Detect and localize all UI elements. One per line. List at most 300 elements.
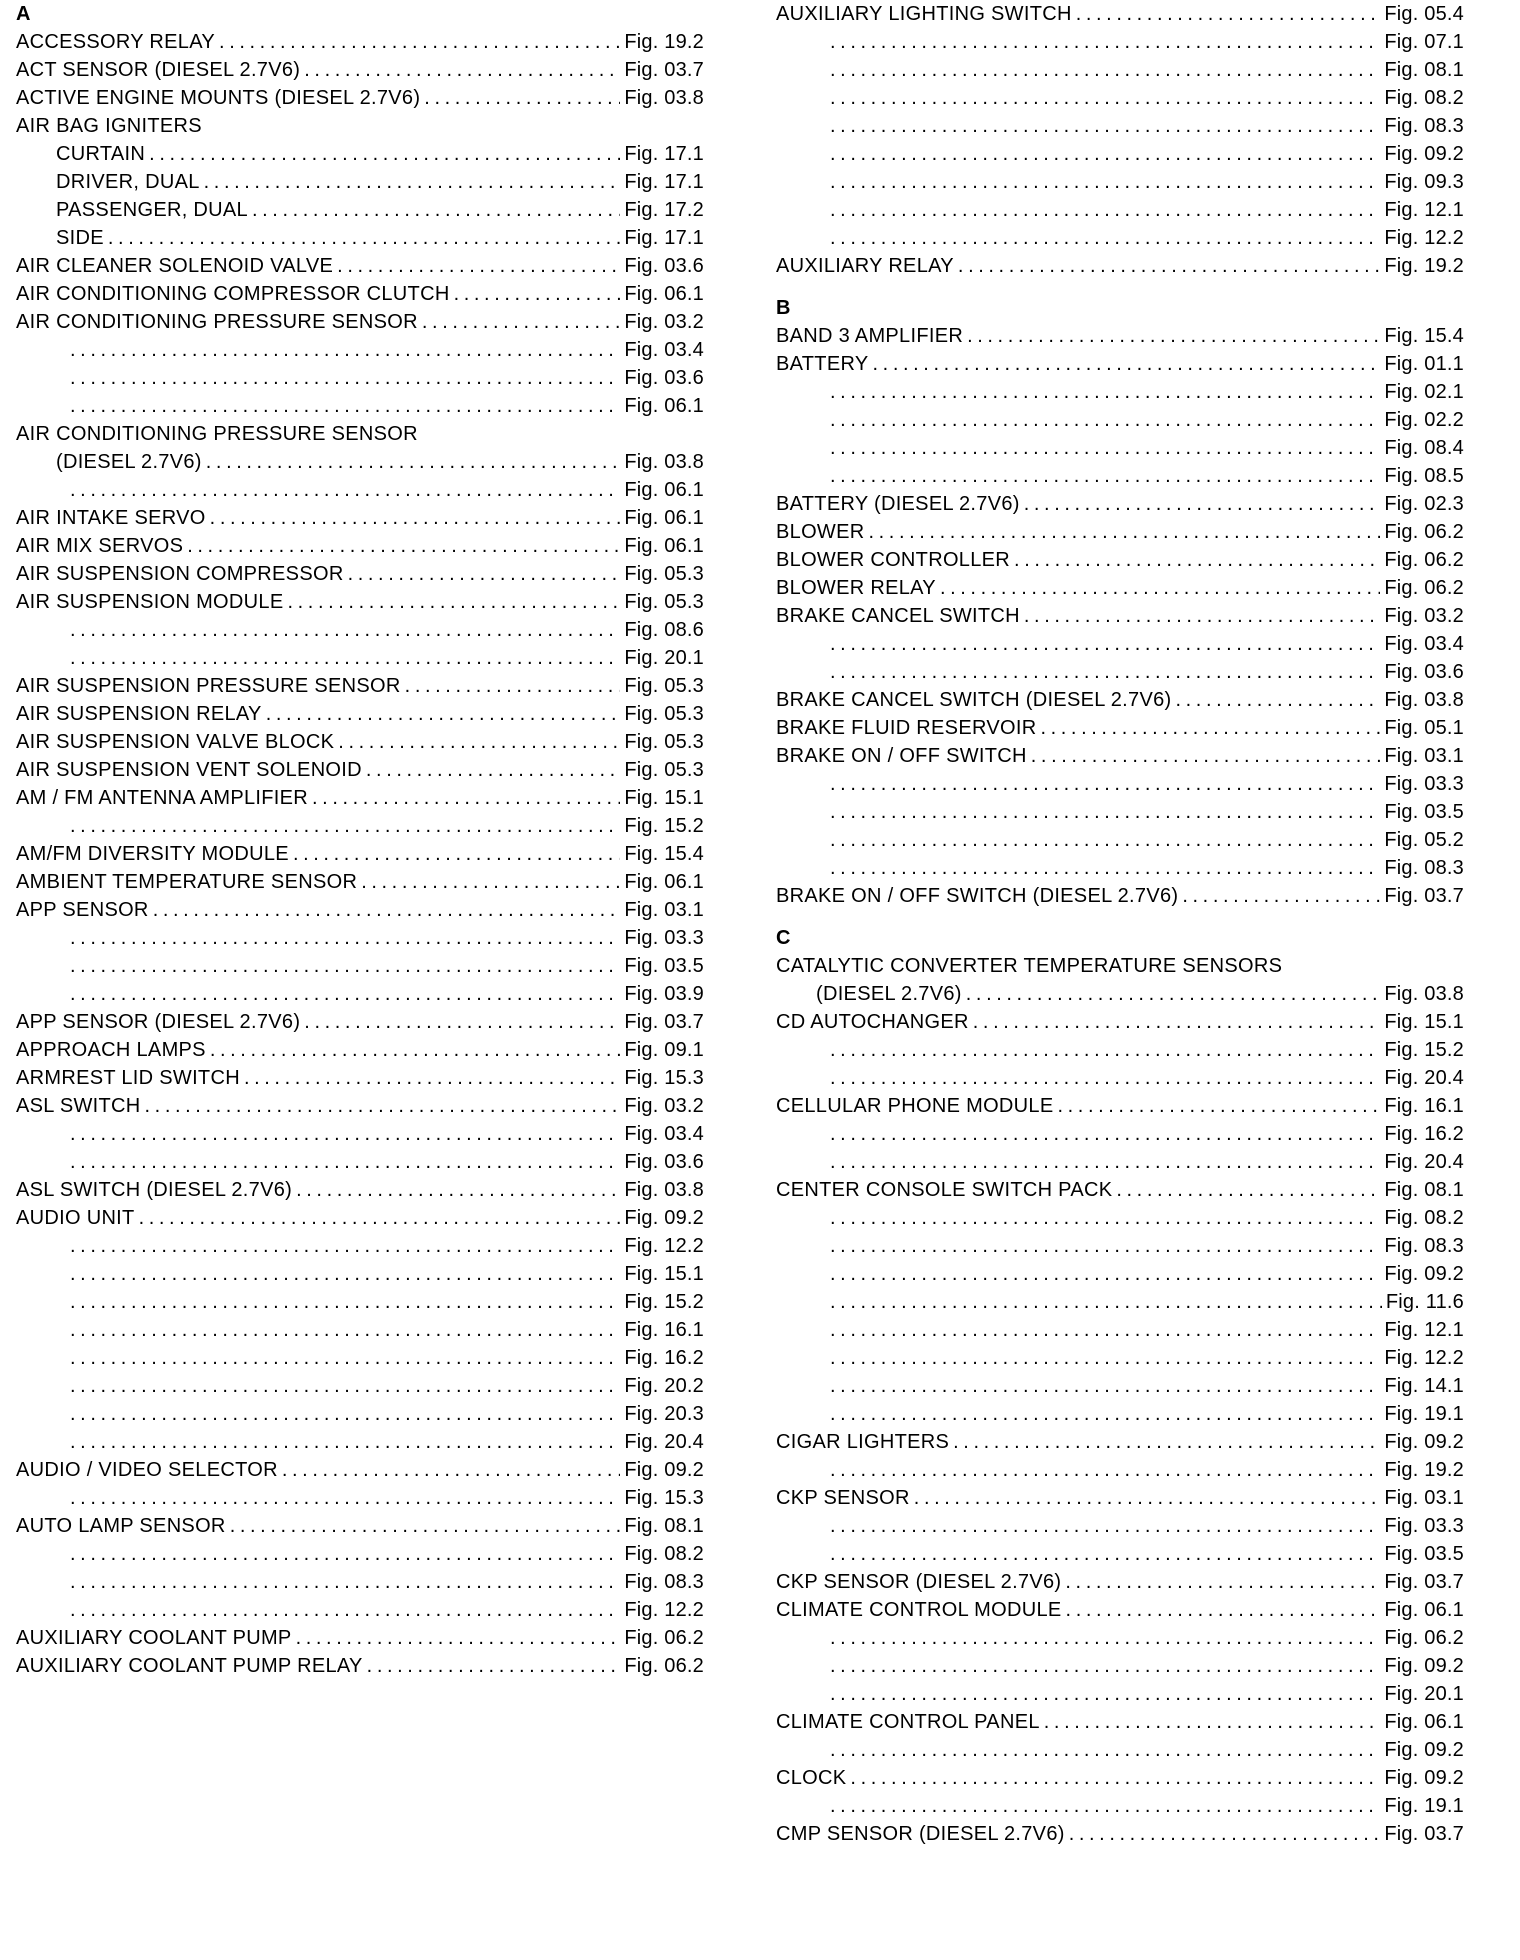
figure-reference: Fig. 06.1	[624, 507, 704, 529]
dot-leader	[1024, 602, 1380, 630]
dot-leader	[244, 1064, 620, 1092]
dot-leader	[210, 1036, 621, 1064]
entry-name: BLOWER	[776, 521, 865, 543]
entry-name: ASL SWITCH	[16, 1095, 141, 1117]
index-continuation-row	[776, 378, 1464, 406]
figure-reference: Fig. 15.2	[1384, 1039, 1464, 1061]
dot-leader	[70, 924, 620, 952]
figure-reference: Fig. 05.3	[624, 759, 704, 781]
index-label-catalytic-converter-temperature-sensors	[776, 952, 1464, 980]
dot-leader	[337, 252, 620, 280]
entry-name: AM / FM ANTENNA AMPLIFIER	[16, 787, 308, 809]
index-continuation-row	[776, 1540, 1464, 1568]
entry-name: AIR CLEANER SOLENOID VALVE	[16, 255, 334, 277]
index-continuation-row	[776, 1148, 1464, 1176]
dot-leader	[973, 1008, 1381, 1036]
entry-name: AUXILIARY COOLANT PUMP RELAY	[16, 1655, 363, 1677]
index-entry-brake-cancel-switch-diesel-2-7v6	[776, 686, 1464, 714]
dot-leader	[293, 840, 620, 868]
dot-leader	[70, 364, 620, 392]
entry-name: AMBIENT TEMPERATURE SENSOR	[16, 871, 358, 893]
figure-reference: Fig. 08.1	[624, 1515, 704, 1537]
figure-reference: Fig. 06.2	[1384, 1627, 1464, 1649]
dot-leader	[1024, 490, 1381, 518]
figure-reference: Fig. 03.8	[1384, 689, 1464, 711]
figure-reference: Fig. 19.1	[1384, 1403, 1464, 1425]
entry-name: (DIESEL 2.7V6)	[56, 451, 202, 473]
index-continuation-row	[776, 1624, 1464, 1652]
entry-name: AUTO LAMP SENSOR	[16, 1515, 226, 1537]
index-continuation-row	[776, 56, 1464, 84]
dot-leader	[70, 644, 620, 672]
index-continuation-row	[776, 140, 1464, 168]
index-entry-cmp-sensor-diesel-2-7v6	[776, 1820, 1464, 1848]
section-letter-header: B	[776, 297, 791, 319]
dot-leader	[204, 168, 621, 196]
figure-reference: Fig. 05.3	[624, 675, 704, 697]
dot-leader	[70, 980, 620, 1008]
dot-leader	[830, 378, 1380, 406]
dot-leader	[1116, 1176, 1380, 1204]
entry-name: ASL SWITCH (DIESEL 2.7V6)	[16, 1179, 293, 1201]
dot-leader	[830, 1456, 1380, 1484]
dot-leader	[830, 1736, 1380, 1764]
dot-leader	[287, 588, 620, 616]
figure-reference: Fig. 03.5	[624, 955, 704, 977]
dot-leader	[967, 322, 1380, 350]
index-continuation-row	[16, 1568, 704, 1596]
index-entry-auxiliary-relay	[776, 252, 1464, 280]
figure-reference: Fig. 15.4	[624, 843, 704, 865]
index-continuation-row	[16, 1428, 704, 1456]
entry-name: CLIMATE CONTROL MODULE	[776, 1599, 1062, 1621]
dot-leader	[296, 1624, 621, 1652]
entry-name: BLOWER RELAY	[776, 577, 936, 599]
index-continuation-row	[16, 364, 704, 392]
dot-leader	[830, 854, 1380, 882]
dot-leader	[868, 518, 1380, 546]
index-entry-auxiliary-coolant-pump-relay	[16, 1652, 704, 1680]
dot-leader	[206, 448, 621, 476]
figure-reference: Fig. 12.1	[1384, 1319, 1464, 1341]
dot-leader	[1014, 546, 1380, 574]
entry-name: AIR SUSPENSION RELAY	[16, 703, 262, 725]
dot-leader	[1057, 1092, 1380, 1120]
index-continuation-row	[776, 1456, 1464, 1484]
dot-leader	[830, 1260, 1380, 1288]
figure-reference: Fig. 09.2	[1384, 1655, 1464, 1677]
figure-reference: Fig. 20.2	[624, 1375, 704, 1397]
index-continuation-row	[16, 1316, 704, 1344]
entry-name: BAND 3 AMPLIFIER	[776, 325, 964, 347]
index-continuation-row	[776, 1652, 1464, 1680]
entry-name: AIR SUSPENSION PRESSURE SENSOR	[16, 675, 401, 697]
entry-name: BRAKE ON / OFF SWITCH (DIESEL 2.7V6)	[776, 885, 1179, 907]
index-entry-cd-autochanger	[776, 1008, 1464, 1036]
entry-name: APPROACH LAMPS	[16, 1039, 206, 1061]
figure-reference: Fig. 08.2	[1384, 1207, 1464, 1229]
dot-leader	[830, 1624, 1380, 1652]
entry-name: AIR CONDITIONING COMPRESSOR CLUTCH	[16, 283, 450, 305]
entry-name: AIR BAG IGNITERS	[16, 115, 202, 137]
section-letter-header: C	[776, 927, 791, 949]
figure-reference: Fig. 02.1	[1384, 381, 1464, 403]
entry-name: AIR MIX SERVOS	[16, 535, 184, 557]
dot-leader	[70, 1148, 620, 1176]
index-continuation-row	[776, 1792, 1464, 1820]
figure-reference: Fig. 15.1	[1384, 1011, 1464, 1033]
dot-leader	[70, 616, 620, 644]
figure-reference: Fig. 05.1	[1384, 717, 1464, 739]
index-label-air-conditioning-pressure-sensor	[16, 420, 704, 448]
figure-reference: Fig. 06.2	[1384, 577, 1464, 599]
dot-leader	[70, 1400, 620, 1428]
dot-leader	[830, 168, 1380, 196]
figure-reference: Fig. 06.2	[624, 1627, 704, 1649]
dot-leader	[210, 504, 621, 532]
entry-name: DRIVER, DUAL	[56, 171, 200, 193]
dot-leader	[405, 672, 621, 700]
entry-name: APP SENSOR	[16, 899, 149, 921]
figure-reference: Fig. 03.3	[624, 927, 704, 949]
entry-name: AUDIO UNIT	[16, 1207, 135, 1229]
index-continuation-row	[776, 798, 1464, 826]
dot-leader	[1066, 1596, 1381, 1624]
figure-reference: Fig. 16.2	[624, 1347, 704, 1369]
dot-leader	[70, 392, 620, 420]
figure-reference: Fig. 14.1	[1384, 1375, 1464, 1397]
figure-reference: Fig. 03.8	[624, 87, 704, 109]
dot-leader	[70, 1120, 620, 1148]
index-continuation-row	[16, 1148, 704, 1176]
index-entry-ckp-sensor-diesel-2-7v6	[776, 1568, 1464, 1596]
index-continuation-row	[16, 1120, 704, 1148]
index-continuation-row	[16, 980, 704, 1008]
index-entry-air-suspension-vent-solenoid	[16, 756, 704, 784]
figure-reference: Fig. 20.3	[624, 1403, 704, 1425]
dot-leader	[70, 1428, 620, 1456]
entry-name: AUXILIARY COOLANT PUMP	[16, 1627, 292, 1649]
index-continuation-row	[776, 1204, 1464, 1232]
index-entry-air-intake-servo	[16, 504, 704, 532]
figure-reference: Fig. 15.1	[624, 787, 704, 809]
index-continuation-row	[16, 644, 704, 672]
figure-reference: Fig. 15.3	[624, 1067, 704, 1089]
dot-leader	[873, 350, 1381, 378]
entry-name: AIR SUSPENSION VALVE BLOCK	[16, 731, 335, 753]
figure-reference: Fig. 03.3	[1384, 1515, 1464, 1537]
index-entry-active-engine-mounts-diesel-2-7v6	[16, 84, 704, 112]
dot-leader	[914, 1484, 1381, 1512]
index-continuation-row	[776, 658, 1464, 686]
figure-reference: Fig. 19.1	[1384, 1795, 1464, 1817]
index-entry-air-suspension-compressor	[16, 560, 704, 588]
entry-name: BATTERY	[776, 353, 869, 375]
index-subentry-diesel-2-7v6	[776, 980, 1464, 1008]
dot-leader	[830, 826, 1380, 854]
entry-name: BRAKE CANCEL SWITCH	[776, 605, 1020, 627]
index-subentry-curtain	[16, 140, 704, 168]
figure-reference: Fig. 09.1	[624, 1039, 704, 1061]
figure-reference: Fig. 17.2	[624, 199, 704, 221]
index-entry-approach-lamps	[16, 1036, 704, 1064]
dot-leader	[424, 84, 620, 112]
entry-name: ACCESSORY RELAY	[16, 31, 216, 53]
dot-leader	[422, 308, 621, 336]
figure-reference: Fig. 03.1	[624, 899, 704, 921]
entry-name: BATTERY (DIESEL 2.7V6)	[776, 493, 1020, 515]
index-continuation-row	[16, 1484, 704, 1512]
figure-reference: Fig. 12.2	[624, 1599, 704, 1621]
index-continuation-row	[776, 1260, 1464, 1288]
entry-name: CATALYTIC CONVERTER TEMPERATURE SENSORS	[776, 955, 1283, 977]
index-continuation-row	[776, 1372, 1464, 1400]
figure-reference: Fig. 08.5	[1384, 465, 1464, 487]
dot-leader	[153, 896, 621, 924]
dot-leader	[1069, 1820, 1381, 1848]
entry-name: BLOWER CONTROLLER	[776, 549, 1011, 571]
index-entry-cellular-phone-module	[776, 1092, 1464, 1120]
figure-reference: Fig. 08.2	[1384, 87, 1464, 109]
index-continuation-row	[776, 770, 1464, 798]
figure-reference: Fig. 12.1	[1384, 199, 1464, 221]
index-entry-brake-on-off-switch	[776, 742, 1464, 770]
figure-reference: Fig. 08.3	[1384, 115, 1464, 137]
figure-reference: Fig. 20.1	[624, 647, 704, 669]
dot-leader	[70, 1540, 620, 1568]
figure-reference: Fig. 09.2	[1384, 143, 1464, 165]
dot-leader	[70, 476, 620, 504]
index-continuation-row	[776, 1680, 1464, 1708]
index-continuation-row	[16, 1344, 704, 1372]
figure-reference: Fig. 08.1	[1384, 59, 1464, 81]
dot-leader	[830, 1316, 1380, 1344]
index-entry-air-suspension-relay	[16, 700, 704, 728]
dot-leader	[1182, 882, 1380, 910]
figure-reference: Fig. 05.2	[1384, 829, 1464, 851]
index-entry-blower	[776, 518, 1464, 546]
index-subentry-passenger-dual	[16, 196, 704, 224]
index-continuation-row	[16, 392, 704, 420]
dot-leader	[304, 1008, 620, 1036]
figure-reference: Fig. 20.1	[1384, 1683, 1464, 1705]
figure-reference: Fig. 06.1	[624, 283, 704, 305]
figure-reference: Fig. 03.7	[1384, 885, 1464, 907]
dot-leader	[108, 224, 620, 252]
figure-reference: Fig. 09.2	[1384, 1263, 1464, 1285]
figure-reference: Fig. 08.3	[1384, 857, 1464, 879]
entry-name: PASSENGER, DUAL	[56, 199, 248, 221]
index-continuation-row	[776, 224, 1464, 252]
figure-reference: Fig. 03.7	[1384, 1571, 1464, 1593]
dot-leader	[830, 1232, 1380, 1260]
figure-reference: Fig. 01.1	[1384, 353, 1464, 375]
dot-leader	[830, 56, 1380, 84]
index-entry-air-mix-servos	[16, 532, 704, 560]
dot-leader	[830, 1372, 1380, 1400]
figure-reference: Fig. 06.2	[1384, 549, 1464, 571]
index-continuation-row	[776, 462, 1464, 490]
figure-reference: Fig. 12.2	[1384, 1347, 1464, 1369]
dot-leader	[70, 952, 620, 980]
figure-reference: Fig. 06.1	[624, 535, 704, 557]
dot-leader	[70, 1568, 620, 1596]
dot-leader	[830, 224, 1380, 252]
figure-reference: Fig. 09.2	[624, 1207, 704, 1229]
entry-name: ACT SENSOR (DIESEL 2.7V6)	[16, 59, 301, 81]
section-gap	[776, 910, 1464, 924]
index-entry-asl-switch	[16, 1092, 704, 1120]
index-continuation-row	[776, 826, 1464, 854]
figure-reference: Fig. 03.4	[1384, 633, 1464, 655]
figure-reference: Fig. 09.2	[1384, 1767, 1464, 1789]
figure-reference: Fig. 03.2	[1384, 605, 1464, 627]
dot-leader	[139, 1204, 621, 1232]
figure-reference: Fig. 06.1	[624, 479, 704, 501]
figure-reference: Fig. 03.9	[624, 983, 704, 1005]
dot-leader	[1040, 714, 1380, 742]
figure-reference: Fig. 16.1	[624, 1319, 704, 1341]
dot-leader	[149, 140, 620, 168]
index-continuation-row	[776, 168, 1464, 196]
dot-leader	[361, 868, 620, 896]
index-continuation-row	[776, 28, 1464, 56]
index-entry-center-console-switch-pack	[776, 1176, 1464, 1204]
index-subentry-diesel-2-7v6	[16, 448, 704, 476]
dot-leader	[830, 1148, 1380, 1176]
figure-reference: Fig. 19.2	[1384, 1459, 1464, 1481]
figure-reference: Fig. 06.1	[1384, 1599, 1464, 1621]
entry-name: CURTAIN	[56, 143, 146, 165]
entry-name: ACTIVE ENGINE MOUNTS (DIESEL 2.7V6)	[16, 87, 421, 109]
dot-leader	[830, 406, 1380, 434]
entry-name: CKP SENSOR (DIESEL 2.7V6)	[776, 1571, 1062, 1593]
index-entry-battery	[776, 350, 1464, 378]
dot-leader	[830, 1540, 1380, 1568]
dot-leader	[940, 574, 1380, 602]
entry-name: APP SENSOR (DIESEL 2.7V6)	[16, 1011, 301, 1033]
dot-leader	[830, 658, 1380, 686]
dot-leader	[266, 700, 621, 728]
entry-name: AUXILIARY LIGHTING SWITCH	[776, 3, 1072, 25]
index-entry-air-conditioning-pressure-sensor	[16, 308, 704, 336]
dot-leader	[454, 280, 621, 308]
dot-leader	[830, 798, 1380, 826]
index-entry-cigar-lighters	[776, 1428, 1464, 1456]
entry-name: BRAKE FLUID RESERVOIR	[776, 717, 1037, 739]
entry-name: AIR SUSPENSION VENT SOLENOID	[16, 759, 362, 781]
dot-leader	[312, 784, 620, 812]
figure-reference: Fig. 08.6	[624, 619, 704, 641]
figure-reference: Fig. 05.3	[624, 703, 704, 725]
figure-reference: Fig. 17.1	[624, 227, 704, 249]
dot-leader	[282, 1456, 621, 1484]
entry-name: AM/FM DIVERSITY MODULE	[16, 843, 289, 865]
figure-reference: Fig. 15.3	[624, 1487, 704, 1509]
figure-reference: Fig. 15.4	[1384, 325, 1464, 347]
index-continuation-row	[16, 812, 704, 840]
figure-reference: Fig. 05.3	[624, 563, 704, 585]
entry-name: CELLULAR PHONE MODULE	[776, 1095, 1054, 1117]
dot-leader	[830, 1064, 1380, 1092]
dot-leader	[304, 56, 620, 84]
dot-leader	[252, 196, 620, 224]
index-entry-battery-diesel-2-7v6	[776, 490, 1464, 518]
figure-reference: Fig. 12.2	[624, 1235, 704, 1257]
index-entry-brake-cancel-switch	[776, 602, 1464, 630]
figure-reference: Fig. 03.2	[624, 1095, 704, 1117]
figure-reference: Fig. 02.3	[1384, 493, 1464, 515]
dot-leader	[830, 1288, 1382, 1316]
index-entry-am-fm-antenna-amplifier	[16, 784, 704, 812]
figure-reference: Fig. 17.1	[624, 143, 704, 165]
dot-leader	[70, 1288, 620, 1316]
dot-leader	[70, 1484, 620, 1512]
figure-reference: Fig. 19.2	[624, 31, 704, 53]
figure-reference: Fig. 03.3	[1384, 773, 1464, 795]
dot-leader	[830, 1204, 1380, 1232]
figure-reference: Fig. 02.2	[1384, 409, 1464, 431]
index-entry-auxiliary-lighting-switch	[776, 0, 1464, 28]
index-continuation-row	[16, 1232, 704, 1260]
entry-name: BRAKE ON / OFF SWITCH	[776, 745, 1027, 767]
dot-leader	[1065, 1568, 1380, 1596]
entry-name: AIR INTAKE SERVO	[16, 507, 206, 529]
index-entry-clock	[776, 1764, 1464, 1792]
entry-name: ARMREST LID SWITCH	[16, 1067, 240, 1089]
index-entry-climate-control-module	[776, 1596, 1464, 1624]
figure-reference: Fig. 03.7	[624, 59, 704, 81]
dot-leader	[70, 1316, 620, 1344]
index-entry-asl-switch-diesel-2-7v6	[16, 1176, 704, 1204]
index-continuation-row	[776, 1736, 1464, 1764]
dot-leader	[830, 1400, 1380, 1428]
figure-reference: Fig. 08.3	[1384, 1235, 1464, 1257]
index-entry-armrest-lid-switch	[16, 1064, 704, 1092]
entry-name: BRAKE CANCEL SWITCH (DIESEL 2.7V6)	[776, 689, 1172, 711]
dot-leader	[830, 770, 1380, 798]
figure-reference: Fig. 15.2	[624, 1291, 704, 1313]
figure-reference: Fig. 03.6	[1384, 661, 1464, 683]
figure-reference: Fig. 17.1	[624, 171, 704, 193]
dot-leader	[830, 1792, 1380, 1820]
index-entry-am-fm-diversity-module	[16, 840, 704, 868]
figure-reference: Fig. 03.4	[624, 339, 704, 361]
figure-reference: Fig. 06.2	[624, 1655, 704, 1677]
entry-name: AIR SUSPENSION MODULE	[16, 591, 284, 613]
dot-leader	[187, 532, 620, 560]
index-entry-auto-lamp-sensor	[16, 1512, 704, 1540]
entry-name: (DIESEL 2.7V6)	[816, 983, 962, 1005]
dot-leader	[966, 980, 1381, 1008]
entry-name: AUDIO / VIDEO SELECTOR	[16, 1459, 278, 1481]
index-continuation-row	[776, 854, 1464, 882]
figure-reference: Fig. 16.2	[1384, 1123, 1464, 1145]
index-continuation-row	[776, 1512, 1464, 1540]
figure-reference: Fig. 03.6	[624, 1151, 704, 1173]
dot-leader	[953, 1428, 1380, 1456]
dot-leader	[367, 1652, 621, 1680]
figure-reference: Fig. 05.3	[624, 591, 704, 613]
figure-reference: Fig. 20.4	[624, 1431, 704, 1453]
index-entry-brake-on-off-switch-diesel-2-7v6	[776, 882, 1464, 910]
entry-name: AIR CONDITIONING PRESSURE SENSOR	[16, 311, 418, 333]
dot-leader	[830, 1120, 1380, 1148]
index-entry-air-suspension-module	[16, 588, 704, 616]
figure-reference: Fig. 08.4	[1384, 437, 1464, 459]
dot-leader	[958, 252, 1380, 280]
figure-reference: Fig. 03.8	[624, 1179, 704, 1201]
